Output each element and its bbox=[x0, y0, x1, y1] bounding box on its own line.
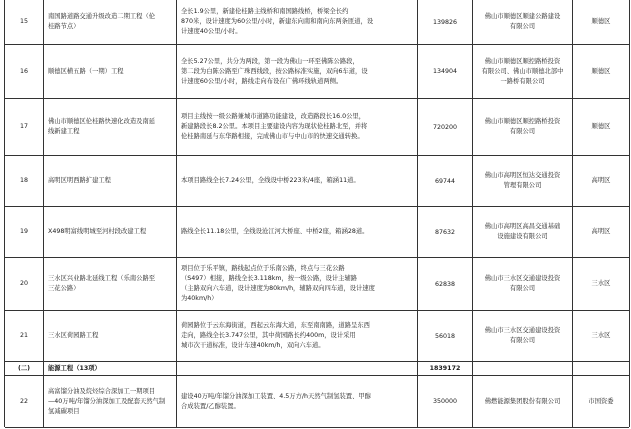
table-row bbox=[5, 376, 629, 428]
row-number: 16 bbox=[5, 45, 44, 98]
table-row bbox=[5, 156, 629, 207]
project-description: 项目主线按一级公路兼城市道路功能建设，改造路段长16.0公里， 新建路段长8.2公里。本项目主要建设内容为现状伦桂路北至，并将 伦桂路南延与东华路相接，完成佛山市与中山市的快速交通转换。 bbox=[177, 99, 418, 155]
row-number: 18 bbox=[5, 156, 44, 206]
district: 高明区 bbox=[591, 228, 611, 235]
row-number: 19 bbox=[5, 207, 44, 257]
section-unit-empty bbox=[473, 362, 573, 375]
row-number: 20 bbox=[5, 258, 44, 310]
investment-amount: 56018 bbox=[418, 311, 473, 361]
district: 三水区 bbox=[591, 332, 611, 339]
investment-amount: 87632 bbox=[418, 207, 473, 257]
row-number: 17 bbox=[5, 99, 44, 155]
section-header-row bbox=[5, 362, 629, 376]
project-name: X498明富线明城至河村段改建工程 bbox=[44, 207, 177, 257]
responsible-unit: 佛山市高明区高昌交通基础 设施建设有限公司 bbox=[473, 207, 573, 257]
project-description: 本项目路线全长7.24公里，全线设中桥223米/4座，箱涵11道。 bbox=[177, 156, 418, 206]
responsible-unit: 佛山市顺德区顺建公路建设 有限公司 bbox=[473, 0, 573, 44]
district: 顺德区 bbox=[591, 67, 611, 75]
row-number: 22 bbox=[5, 376, 44, 427]
project-name: 顺德区横五路（一期）工程 bbox=[44, 45, 177, 98]
project-description: 全长1.9公里，新建伦桂路主线桥和南国路线桥，桥梁全长约 870米，设计速度为60公里/小时，新建东向南和南向东两条匝道，设 计速度40公里/小时。 bbox=[177, 0, 418, 44]
project-name: 高明区明西路扩建工程 bbox=[44, 156, 177, 206]
project-name: 佛山市顺德区伦桂路快速化改造及南延 线新建工程 bbox=[44, 99, 177, 155]
investment-amount: 62838 bbox=[418, 258, 473, 310]
table-row bbox=[5, 99, 629, 156]
investment-amount: 720200 bbox=[418, 99, 473, 155]
investment-amount: 139826 bbox=[418, 0, 473, 44]
row-number: 21 bbox=[5, 311, 44, 361]
responsible-unit: 佛山市顺德区顺控路桥投资 有限公司、佛山市顺德北部中 一路桥有限公司 bbox=[473, 45, 573, 98]
project-description: 全长5.27公里，共分为两段，第一段为佛山一环至佛陈公路段， 第二段为白陈公路至广珠西线段，按公路标准实施，双向6车道，设 计速度60公里/小时，路线走向布设在广佛环线轨道两侧。 bbox=[177, 45, 418, 98]
row-number: 15 bbox=[5, 0, 44, 44]
table-row bbox=[5, 45, 629, 99]
district: 三水区 bbox=[591, 280, 611, 287]
section-investment-total: 1839172 bbox=[418, 362, 473, 375]
investment-amount: 350000 bbox=[418, 376, 473, 427]
district: 顺德区 bbox=[591, 123, 611, 130]
project-description: 路线全长11.18公里，全线设沧江河大桥座、中桥2座，箱涵28道。 bbox=[177, 207, 418, 257]
responsible-unit: 佛山市高明区恒达交通投资 管理有限公司 bbox=[473, 156, 573, 206]
responsible-unit: 佛山市三水区交通建设投资 有限公司 bbox=[473, 311, 573, 361]
section-area-empty bbox=[573, 362, 629, 375]
table-row bbox=[5, 0, 629, 45]
responsible-unit: 佛燃能源集团股份有限公司 bbox=[473, 376, 573, 427]
project-name: 三水区兴业路北延线工程（乐南公路至 三花公路） bbox=[44, 258, 177, 310]
responsible-unit: 佛山市顺德区顺控路桥投资 有限公司 bbox=[473, 99, 573, 155]
project-table bbox=[4, 0, 630, 427]
project-description: 荷园路位于云东海街道，西起云东海大道，东至南南路，道路呈东西 走向，路线全长3.747公里，其中荷园路长约400m，设计采用 城市次干道标准，设计车速40km/h，双向六车道。 bbox=[177, 311, 418, 361]
section-title: 能源工程（13项） bbox=[44, 362, 177, 375]
investment-amount: 69744 bbox=[418, 156, 473, 206]
project-name: 三水区荷园路工程 bbox=[44, 311, 177, 361]
project-description: 建设40万吨/年馏分油深加工装置、4.5万方/h天然气制氢装置、甲醇 合成装置/乙醇装置。 bbox=[177, 376, 418, 427]
district: 顺德区 bbox=[591, 18, 611, 25]
district: 市国资委 bbox=[588, 397, 614, 405]
project-name: 南国路道路交通升级改造二期工程（伦 桂路节点） bbox=[44, 0, 177, 44]
section-number: (二) bbox=[5, 362, 44, 375]
project-description: 项目位于乐平镇，路线起点位于乐南公路，终点与三花公路 （S497）相接，路线全长3.118km，按一级公路，设计主辅路 （主路双向六车道，设计速度为80km/h，辅路双向四车道，设计速度 为40km/h） bbox=[177, 258, 418, 310]
table-row bbox=[5, 311, 629, 362]
district: 高明区 bbox=[591, 177, 611, 184]
investment-amount: 134904 bbox=[418, 45, 473, 98]
project-name: 高富馏分油及烷烃综合深加工一期项目 —40万吨/年馏分油深加工及配套天然气制 氢减碳项目 bbox=[44, 376, 177, 427]
responsible-unit: 佛山市三水区交通建设投资 有限公司 bbox=[473, 258, 573, 310]
table-row bbox=[5, 258, 629, 311]
table-row bbox=[5, 207, 629, 258]
section-description-empty bbox=[177, 362, 418, 375]
